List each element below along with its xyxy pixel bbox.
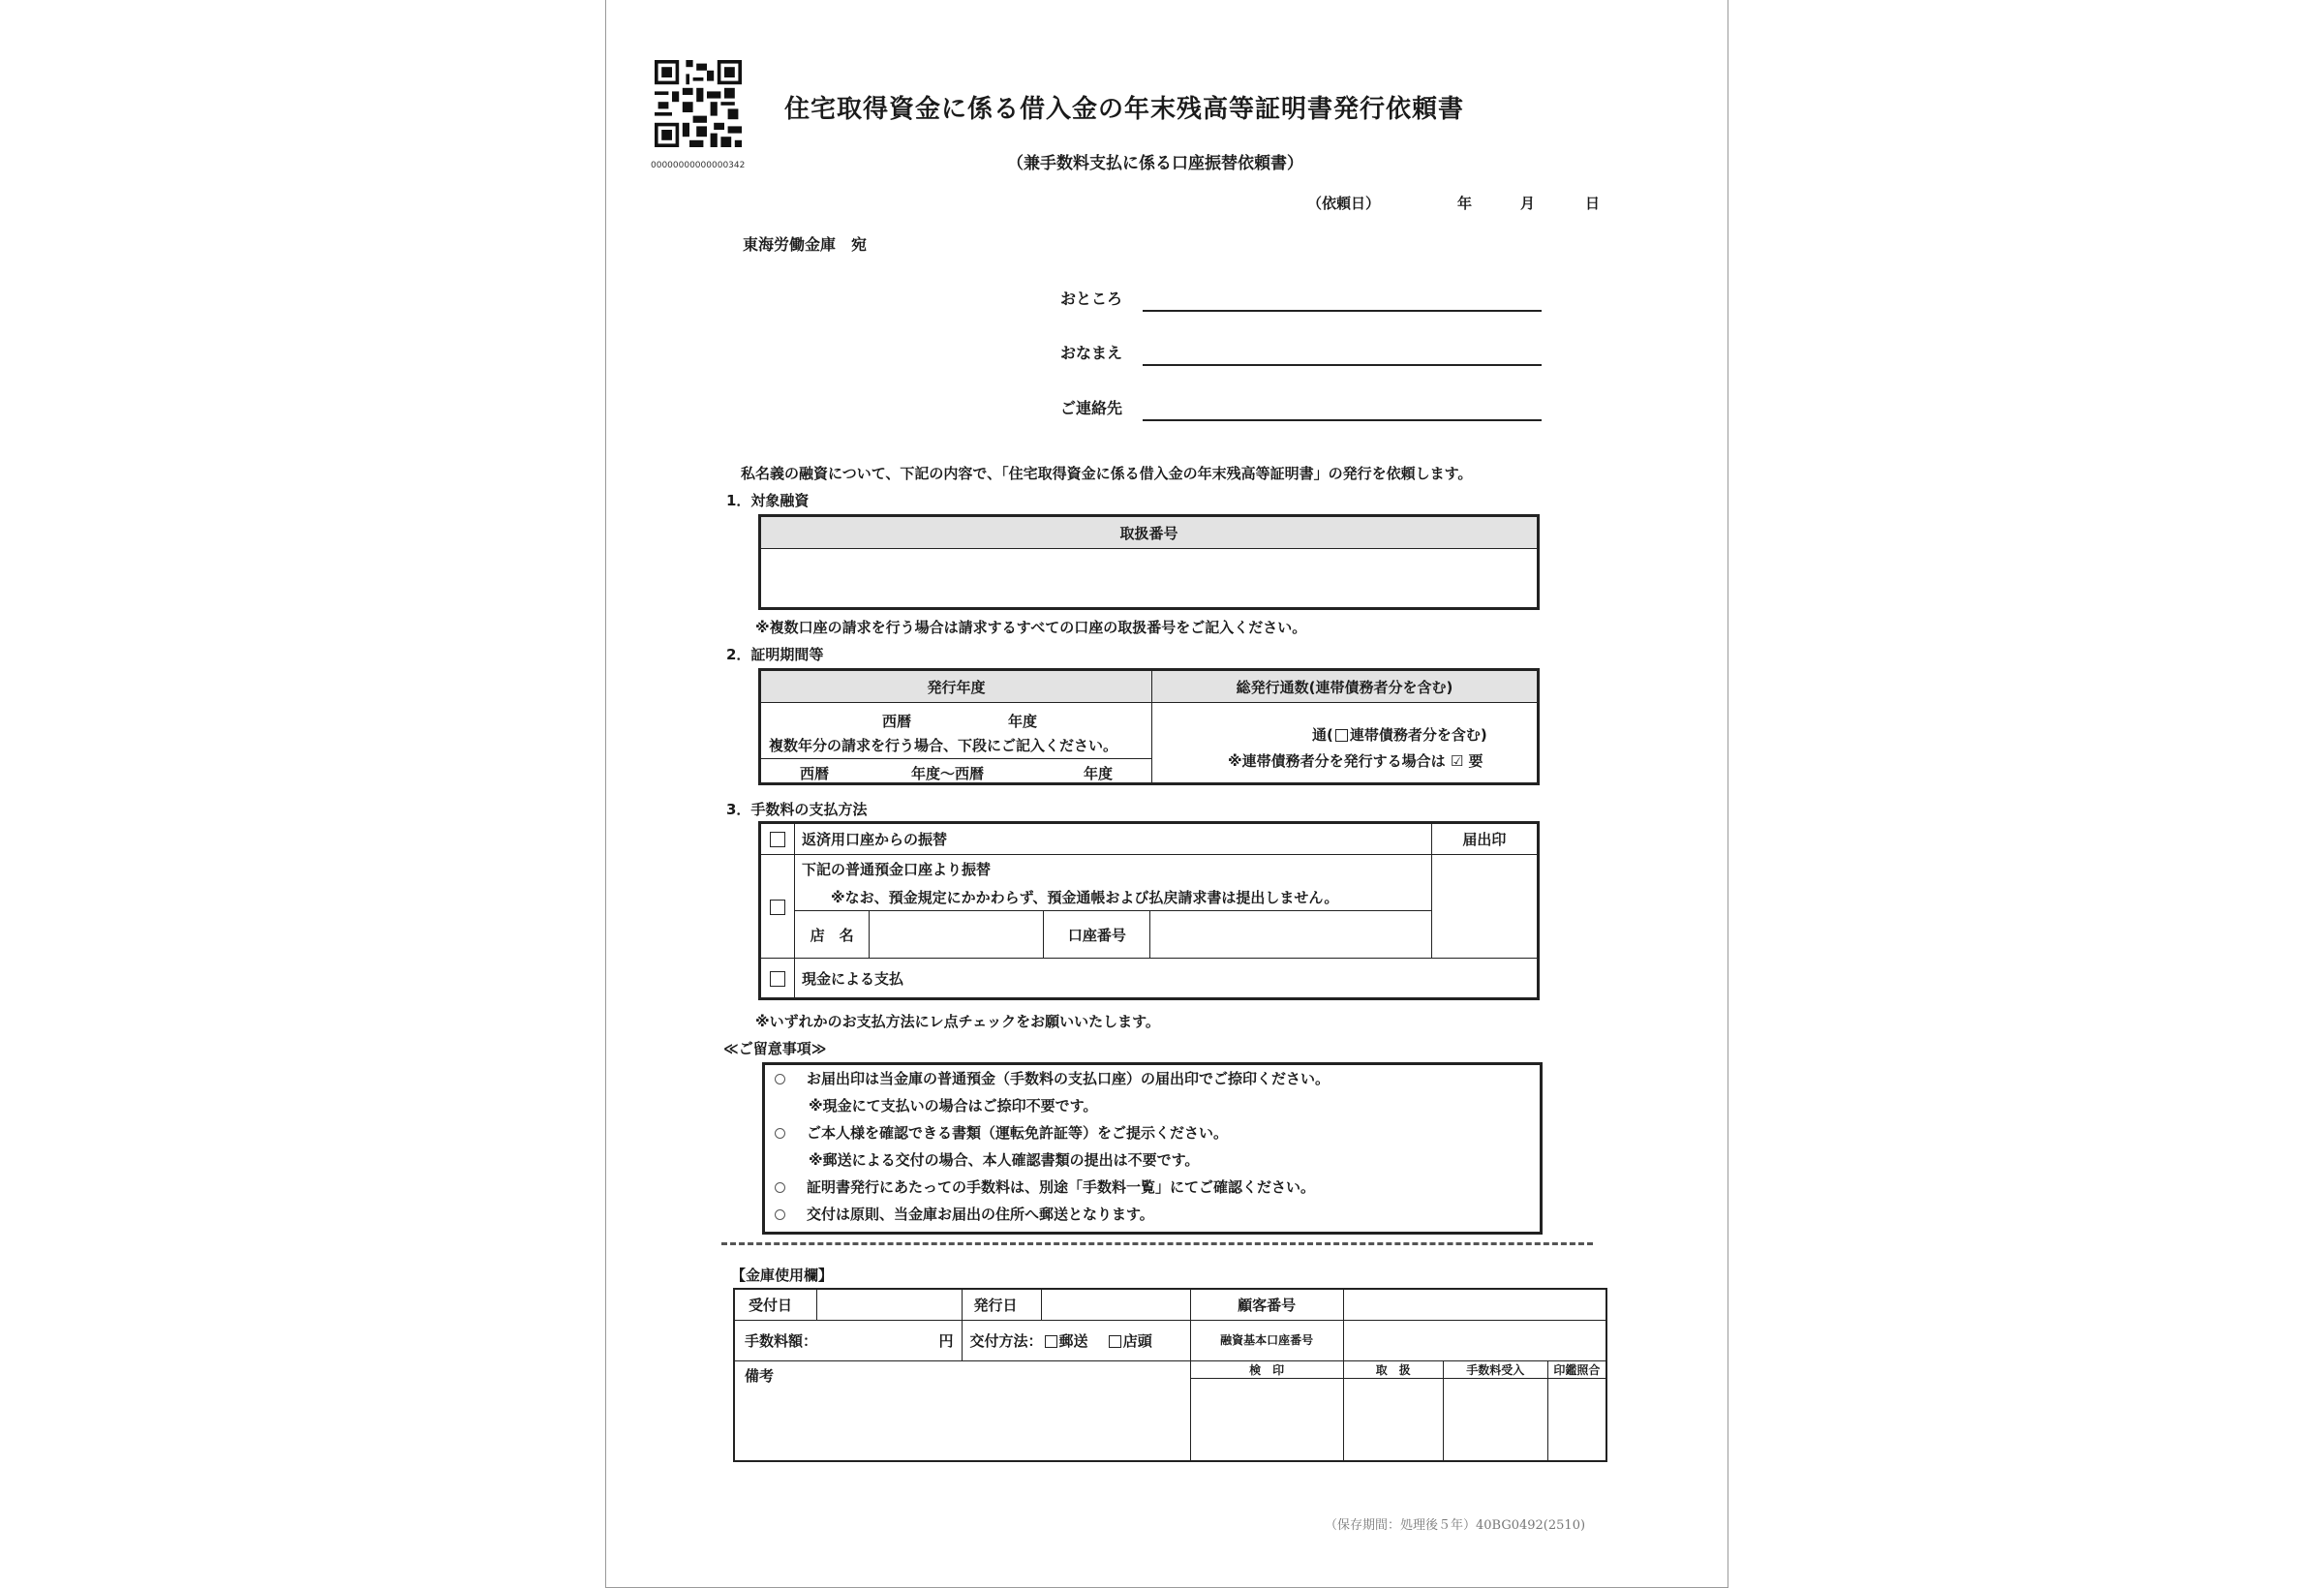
intro-text: 私名義の融資について、下記の内容で、「住宅取得資金に係る借入金の年末残高等証明書」の発行を依頼します。 [741, 465, 1473, 482]
stamp-box-inspect[interactable] [1190, 1378, 1343, 1461]
section1-heading: 1．対象融資 [726, 492, 810, 509]
stamp-box-seal[interactable] [1547, 1378, 1606, 1461]
customer-no-label: 顧客番号 [1190, 1289, 1343, 1320]
opt3-checkbox-cell[interactable] [760, 959, 795, 999]
issue-date-input[interactable] [1041, 1289, 1190, 1320]
notes-heading: ≪ご留意事項≫ [723, 1040, 827, 1057]
opt2-checkbox[interactable] [770, 900, 785, 915]
range-nendo-label: 年度 [1084, 765, 1114, 782]
delivery-label: 交付方法： [969, 1331, 1043, 1350]
contact-label: ご連絡先 [1060, 399, 1123, 417]
circle-bullet-icon [775, 1209, 785, 1220]
branch-input[interactable] [870, 911, 1044, 959]
stamp-col-inspect: 検 印 [1190, 1360, 1343, 1378]
mail-label: 郵送 [1058, 1331, 1088, 1350]
office-heading: 【金庫使用欄】 [731, 1267, 834, 1284]
page-title: 住宅取得資金に係る借入金の年末残高等証明書発行依頼書 [784, 95, 1465, 124]
note-subitem: ※郵送による交付の場合、本人確認書類の提出は不要です。 [809, 1151, 1200, 1169]
counter-checkbox[interactable] [1109, 1335, 1121, 1348]
circle-bullet-icon [775, 1128, 785, 1139]
branch-label: 店 名 [795, 911, 870, 959]
fee-amount-cell[interactable] [734, 1320, 962, 1360]
section2-heading: 2．証明期間等 [726, 646, 824, 663]
issue-year-cell[interactable] [760, 703, 1152, 784]
note-item: 交付は原則、当金庫お届出の住所へ郵送となります。 [775, 1204, 1154, 1224]
joint-note: ※連帯債務者分を発行する場合は ☑ 要 [1228, 752, 1483, 770]
section3-note: ※いずれかのお支払方法にレ点チェックをお願いいたします。 [755, 1013, 1160, 1030]
opt3-checkbox[interactable] [770, 971, 785, 987]
check-icon: ☑ [1450, 752, 1464, 770]
multi-year-note: 複数年分の請求を行う場合、下段にご記入ください。 [769, 737, 1118, 754]
remarks-label: 備考 [745, 1366, 775, 1385]
seal-stamp-area[interactable] [1431, 855, 1538, 959]
stamp-col-seal: 印鑑照合 [1547, 1360, 1606, 1378]
issue-year-header: 発行年度 [760, 670, 1152, 703]
section3-heading: 3．手数料の支払方法 [726, 801, 868, 818]
note-item: ご本人様を確認できる書類（運転免許証等）をご提示ください。 [775, 1122, 1228, 1143]
remarks-cell[interactable] [734, 1360, 1190, 1461]
fee-amount-label: 手数料額： [745, 1331, 818, 1350]
total-copies-cell[interactable] [1152, 703, 1539, 784]
customer-no-input[interactable] [1343, 1289, 1606, 1320]
stamp-col-fee: 手数料受入 [1443, 1360, 1547, 1378]
cut-line [721, 1242, 1593, 1245]
page-subtitle: （兼手数料支払に係る口座振替依頼書） [1007, 154, 1303, 173]
mail-checkbox[interactable] [1045, 1335, 1057, 1348]
address-label: おところ [1060, 290, 1123, 308]
loan-account-label: 融資基本口座番号 [1190, 1320, 1343, 1360]
stamp-col-handle: 取 扱 [1343, 1360, 1443, 1378]
range-seireki-label: 西暦 [800, 765, 830, 782]
request-date-label: （依頼日） [1307, 195, 1381, 212]
joint-debtor-checkbox[interactable] [1335, 729, 1348, 742]
opt2-checkbox-cell[interactable] [760, 855, 795, 959]
year-label: 年 [1457, 195, 1473, 212]
month-label: 月 [1520, 195, 1536, 212]
qr-number: 00000000000000342 [651, 161, 746, 170]
range-mid-label: 年度～西暦 [911, 765, 985, 782]
copies-text: 通( 連帯債務者分を含む) [1312, 726, 1487, 744]
circle-bullet-icon [775, 1074, 785, 1084]
address-field[interactable] [1143, 310, 1542, 312]
received-date-input[interactable] [816, 1289, 962, 1320]
stamp-box-handle[interactable] [1343, 1378, 1443, 1461]
note-item: お届出印は当金庫の普通預金（手数料の支払口座）の届出印でご捺印ください。 [775, 1068, 1330, 1088]
payment-table [758, 821, 1540, 1000]
opt2-text-cell [795, 855, 1432, 911]
recipient: 東海労働金庫 宛 [743, 235, 868, 254]
section1-note: ※複数口座の請求を行う場合は請求するすべての口座の取扱番号をご記入ください。 [755, 619, 1307, 636]
account-no-label: 口座番号 [1044, 911, 1150, 959]
loan-account-input[interactable] [1343, 1320, 1606, 1360]
seal-header: 届出印 [1431, 823, 1538, 855]
period-table [758, 668, 1540, 785]
nendo-label: 年度 [1008, 713, 1038, 730]
circle-bullet-icon [775, 1182, 785, 1193]
note-subitem: ※現金にて支払いの場合はご捺印不要です。 [809, 1097, 1098, 1115]
opt1-checkbox[interactable] [770, 832, 785, 847]
opt2-label: 下記の普通預金口座より振替 [802, 860, 992, 878]
name-label: おなまえ [1060, 344, 1123, 362]
qr-code-icon [655, 60, 742, 147]
opt2-note: ※なお、預金規定にかかわらず、預金通帳および払戻請求書は提出しません。 [831, 888, 1339, 906]
yen-label: 円 [938, 1331, 954, 1350]
seireki-label: 西暦 [882, 713, 912, 730]
office-use-table [733, 1288, 1607, 1462]
opt3-label: 現金による支払 [795, 959, 1539, 999]
total-copies-header: 総発行通数(連帯債務者分を含む) [1152, 670, 1539, 703]
note-item: 証明書発行にあたっての手数料は、別途「手数料一覧」にてご確認ください。 [775, 1176, 1315, 1197]
loan-number-input[interactable] [760, 549, 1539, 609]
received-date-label: 受付日 [734, 1289, 816, 1320]
day-label: 日 [1585, 195, 1601, 212]
name-field[interactable] [1143, 364, 1542, 366]
stamp-box-fee[interactable] [1443, 1378, 1547, 1461]
contact-field[interactable] [1143, 419, 1542, 421]
loan-number-header: 取扱番号 [760, 516, 1539, 549]
delivery-method-cell [962, 1320, 1190, 1360]
counter-label: 店頭 [1122, 1331, 1152, 1350]
account-no-input[interactable] [1150, 911, 1431, 959]
opt1-label: 返済用口座からの振替 [795, 823, 1432, 855]
target-loan-table [758, 514, 1540, 610]
opt1-checkbox-cell[interactable] [760, 823, 795, 855]
issue-date-label: 発行日 [962, 1289, 1041, 1320]
footer-code: （保存期間：処理後５年）40BG0492(2510) [1325, 1518, 1586, 1533]
